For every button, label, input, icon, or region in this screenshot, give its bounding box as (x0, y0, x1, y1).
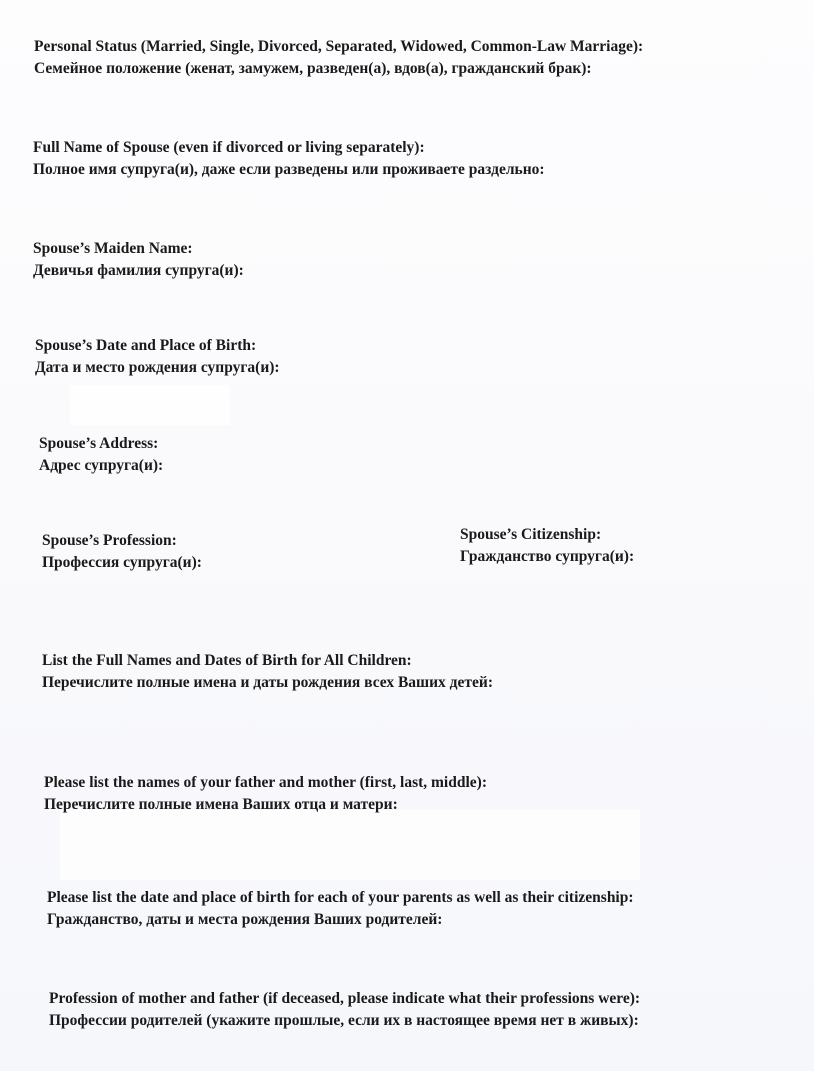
field-label-en: Full Name of Spouse (even if divorced or living separately): (33, 139, 425, 156)
field-label-en: Spouse’s Profession: (42, 532, 177, 549)
field-label-ru: Адрес супруга(и): (39, 457, 164, 474)
field-parents-names (44, 772, 487, 816)
field-label-en: Spouse’s Address: (39, 435, 159, 452)
scan-artifact (70, 385, 230, 425)
field-label-ru: Дата и место рождения супруга(и): (35, 359, 280, 376)
field-spouse-profession (42, 530, 202, 574)
field-label-ru: Профессия супруга(и): (42, 554, 202, 571)
field-personal-status (34, 36, 643, 80)
field-spouse-citizenship (460, 524, 634, 568)
field-spouse-maiden-name (33, 238, 244, 282)
field-spouse-birth (35, 335, 280, 379)
field-label-en: Please list the names of your father and mother (first, last, middle): (44, 774, 487, 791)
field-spouse-full-name (33, 137, 545, 181)
field-parents-profession (49, 988, 640, 1032)
field-label-en: Spouse’s Citizenship: (460, 526, 602, 543)
field-label-ru: Перечислите полные имена Ваших отца и матери: (44, 796, 398, 813)
field-label-en: Please list the date and place of birth for each of your parents as well as their citizenship: (47, 889, 634, 906)
field-label-en: List the Full Names and Dates of Birth for All Children: (42, 652, 412, 669)
field-label-ru: Семейное положение (женат, замужем, разведен(а), вдов(а), гражданский брак): (34, 60, 592, 77)
field-label-ru: Гражданство, даты и места рождения Ваших родителей: (47, 911, 443, 928)
field-label-ru: Профессии родителей (укажите прошлые, если их в настоящее время нет в живых): (49, 1012, 639, 1029)
field-label-ru: Девичья фамилия супруга(и): (33, 262, 244, 279)
field-label-ru: Перечислите полные имена и даты рождения всех Ваших детей: (42, 674, 493, 691)
field-label-en: Personal Status (Married, Single, Divorced, Separated, Widowed, Common-Law Marriage): (34, 38, 644, 55)
field-label-en: Profession of mother and father (if deceased, please indicate what their professions were): (49, 990, 641, 1007)
field-label-en: Spouse’s Date and Place of Birth: (35, 337, 257, 354)
field-label-ru: Полное имя супруга(и), даже если разведены или проживаете раздельно: (33, 161, 545, 178)
field-label-ru: Гражданство супруга(и): (460, 548, 635, 565)
field-label-en: Spouse’s Maiden Name: (33, 240, 193, 257)
field-spouse-address (39, 433, 163, 477)
scan-artifact (60, 810, 640, 880)
field-children (42, 650, 493, 694)
field-parents-birth-citizenship (47, 887, 634, 931)
